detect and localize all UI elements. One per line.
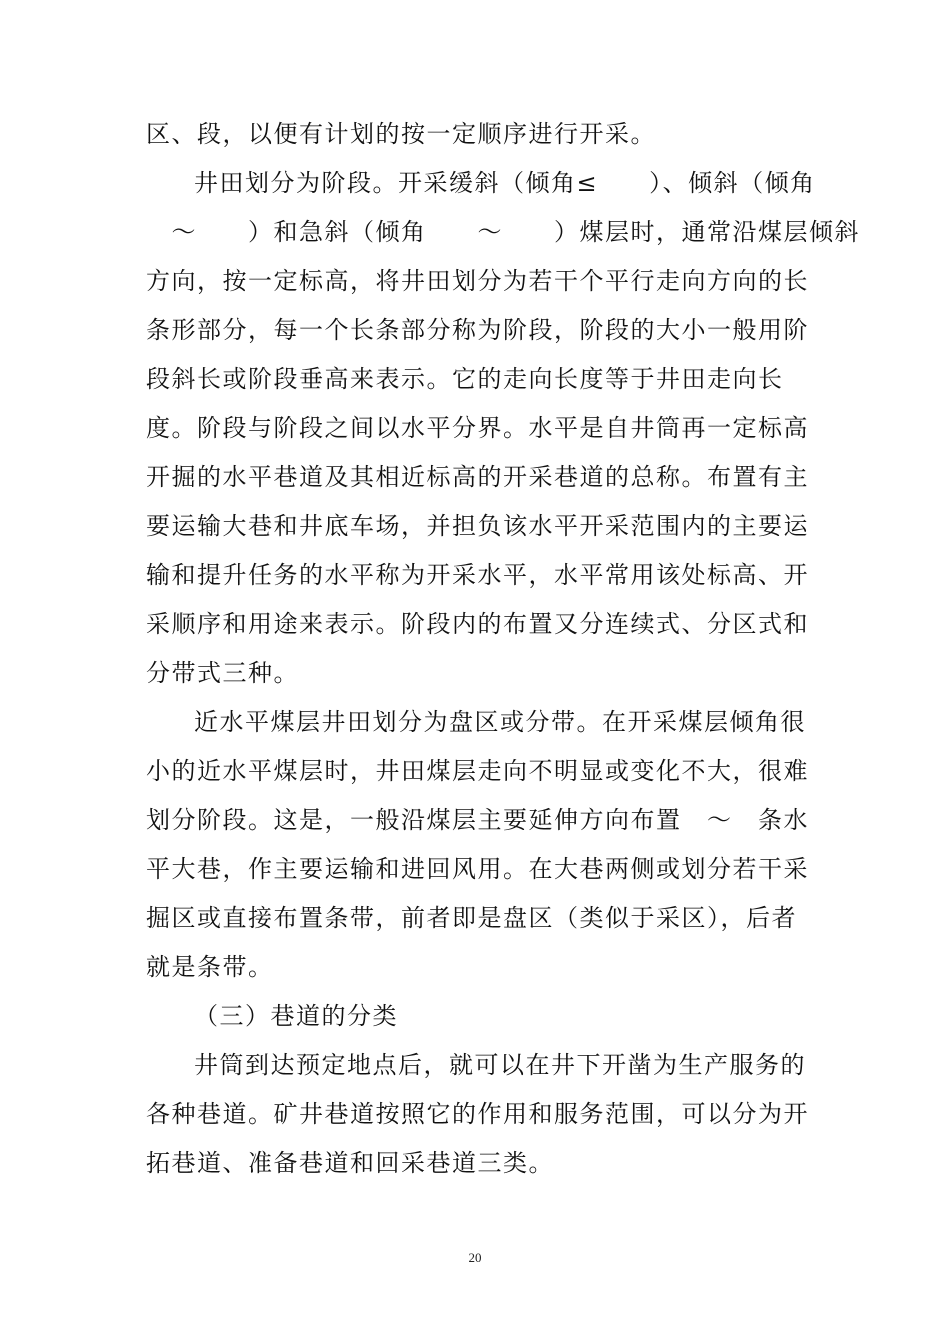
section-heading: （三）巷道的分类 [194,1002,398,1030]
text-line: 度。阶段与阶段之间以水平分界。水平是自井筒再一定标高 [146,414,809,442]
paragraph-start-line: 井田划分为阶段。开采缓斜（倾角≤ ）、倾斜（倾角 [194,169,816,197]
text-line: 各种巷道。矿井巷道按照它的作用和服务范围，可以分为开 [146,1100,809,1128]
text-line: 平大巷，作主要运输和进回风用。在大巷两侧或划分若干采 [146,855,809,883]
text-line: 采顺序和用途来表示。阶段内的布置又分连续式、分区式和 [146,610,809,638]
text-line: 掘区或直接布置条带，前者即是盘区（类似于采区），后者 [146,904,797,932]
text-line: 开掘的水平巷道及其相近标高的开采巷道的总称。布置有主 [146,463,809,491]
text-line: 要运输大巷和井底车场，并担负该水平开采范围内的主要运 [146,512,809,540]
page-number: 20 [468,1250,482,1265]
text-line: 输和提升任务的水平称为开采水平，水平常用该处标高、开 [146,561,809,589]
text-line: 划分阶段。这是，一般沿煤层主要延伸方向布置 ～ 条水 [146,806,809,834]
paragraph-start-line: 近水平煤层井田划分为盘区或分带。在开采煤层倾角很 [194,708,806,736]
text-line: 条形部分，每一个长条部分称为阶段，阶段的大小一般用阶 [146,316,809,344]
text-line: 就是条带。 [146,953,274,981]
text-line: 小的近水平煤层时，井田煤层走向不明显或变化不大，很难 [146,757,809,785]
text-line: 区、段，以便有计划的按一定顺序进行开采。 [146,120,656,148]
text-line: 方向，按一定标高，将井田划分为若干个平行走向方向的长 [146,267,809,295]
text-line: 段斜长或阶段垂高来表示。它的走向长度等于井田走向长 [146,365,784,393]
body-text [146,110,860,1188]
text-line: 拓巷道、准备巷道和回采巷道三类。 [146,1149,554,1177]
text-line: ～ ）和急斜（倾角 ～ ）煤层时，通常沿煤层倾斜 [146,218,860,246]
paragraph-start-line: 井筒到达预定地点后，就可以在井下开凿为生产服务的 [194,1051,806,1079]
text-line: 分带式三种。 [146,659,299,687]
